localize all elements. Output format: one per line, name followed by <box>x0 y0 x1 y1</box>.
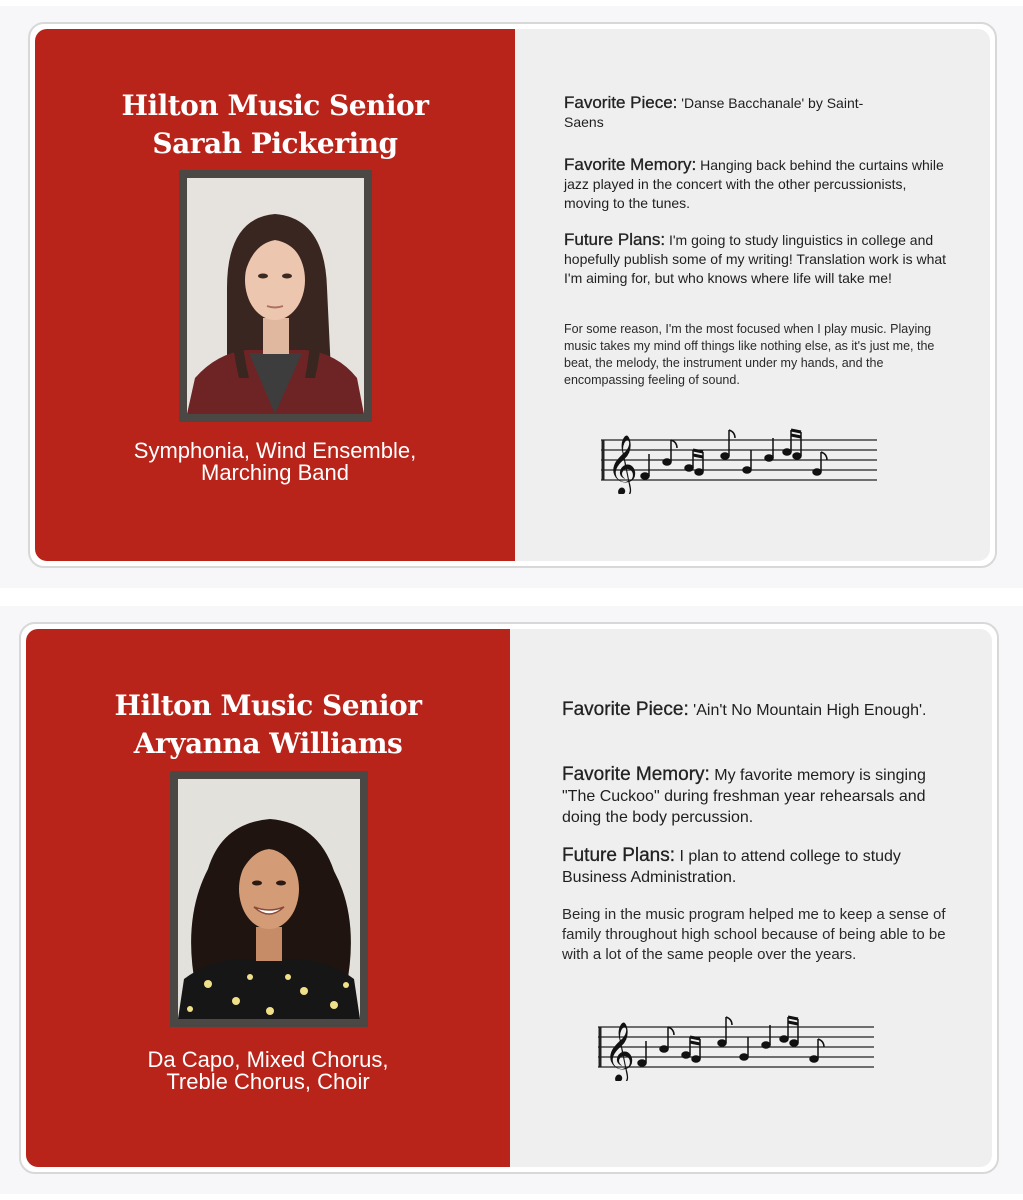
senior-photo <box>178 779 360 1019</box>
favorite-piece <box>564 93 894 132</box>
photo-frame <box>170 771 368 1027</box>
senior-quote: For some reason, I'm the most focused when I play music. Playing music takes my mind off things like nothing else, as it's just me, the beat, the melody, the instrument under my hands, and the encompassing feeling of sound. <box>564 322 935 387</box>
portrait-image <box>187 178 364 414</box>
senior-photo <box>187 178 364 414</box>
music-staff-icon <box>598 1011 878 1081</box>
future-plans-value: I plan to attend college to study Business Administration. <box>562 848 901 886</box>
ensemble-line-2: Marching Band <box>201 460 349 485</box>
svg-text:𝄞: 𝄞 <box>607 435 638 494</box>
card-title <box>26 687 510 763</box>
future-plans <box>564 230 954 288</box>
favorite-memory-label: Favorite Memory: <box>564 155 697 174</box>
future-plans-value: I'm going to study linguistics in college and hopefully publish some of my writing! Translation work is what I'm aiming for, but who knows where life will take me! <box>564 232 947 286</box>
music-staff-icon <box>601 424 881 494</box>
future-plans-label: Future Plans: <box>562 845 675 866</box>
favorite-piece-value: 'Ain't No Mountain High Enough'. <box>688 702 927 719</box>
card-right-panel <box>510 629 992 1167</box>
favorite-piece <box>562 699 942 721</box>
favorite-memory-value: Hanging back behind the curtains while jazz played in the concert with the other percussionists, moving to the tunes. <box>564 157 944 211</box>
ensemble-line-2: Treble Chorus, Choir <box>166 1069 370 1094</box>
ensemble-list <box>35 440 515 484</box>
card-title <box>35 87 515 163</box>
photo-frame <box>179 170 372 422</box>
card-right-panel <box>515 29 990 561</box>
ensemble-list <box>26 1049 510 1093</box>
favorite-piece-value: 'Danse Bacchanale' by Saint-Saens <box>564 95 864 130</box>
senior-card-aryanna <box>19 622 999 1174</box>
favorite-memory <box>562 764 942 828</box>
senior-name: Aryanna Williams <box>133 727 403 760</box>
ensemble-line-1: Da Capo, Mixed Chorus, <box>147 1047 389 1072</box>
title-line-1: Hilton Music Senior <box>121 89 429 122</box>
favorite-piece-label: Favorite Piece: <box>562 699 689 720</box>
future-plans-label: Future Plans: <box>564 230 666 249</box>
card-left-panel <box>26 629 510 1167</box>
favorite-memory-value: My favorite memory is singing "The Cuckoo" during freshman year rehearsals and doing the body percussion. <box>562 767 926 826</box>
future-plans <box>562 845 942 888</box>
ensemble-line-1: Symphonia, Wind Ensemble, <box>133 438 417 463</box>
senior-quote: Being in the music program helped me to keep a sense of family throughout high school because of being able to be with a lot of the same people over the years. <box>562 906 946 963</box>
senior-card-sarah <box>28 22 997 568</box>
title-line-1: Hilton Music Senior <box>114 689 422 722</box>
card-left-panel <box>35 29 515 561</box>
svg-text:𝄞: 𝄞 <box>604 1022 635 1081</box>
favorite-piece-label: Favorite Piece: <box>564 93 678 112</box>
favorite-memory-label: Favorite Memory: <box>562 764 710 785</box>
senior-name: Sarah Pickering <box>152 127 398 160</box>
portrait-image <box>178 779 360 1019</box>
favorite-memory <box>564 155 954 213</box>
